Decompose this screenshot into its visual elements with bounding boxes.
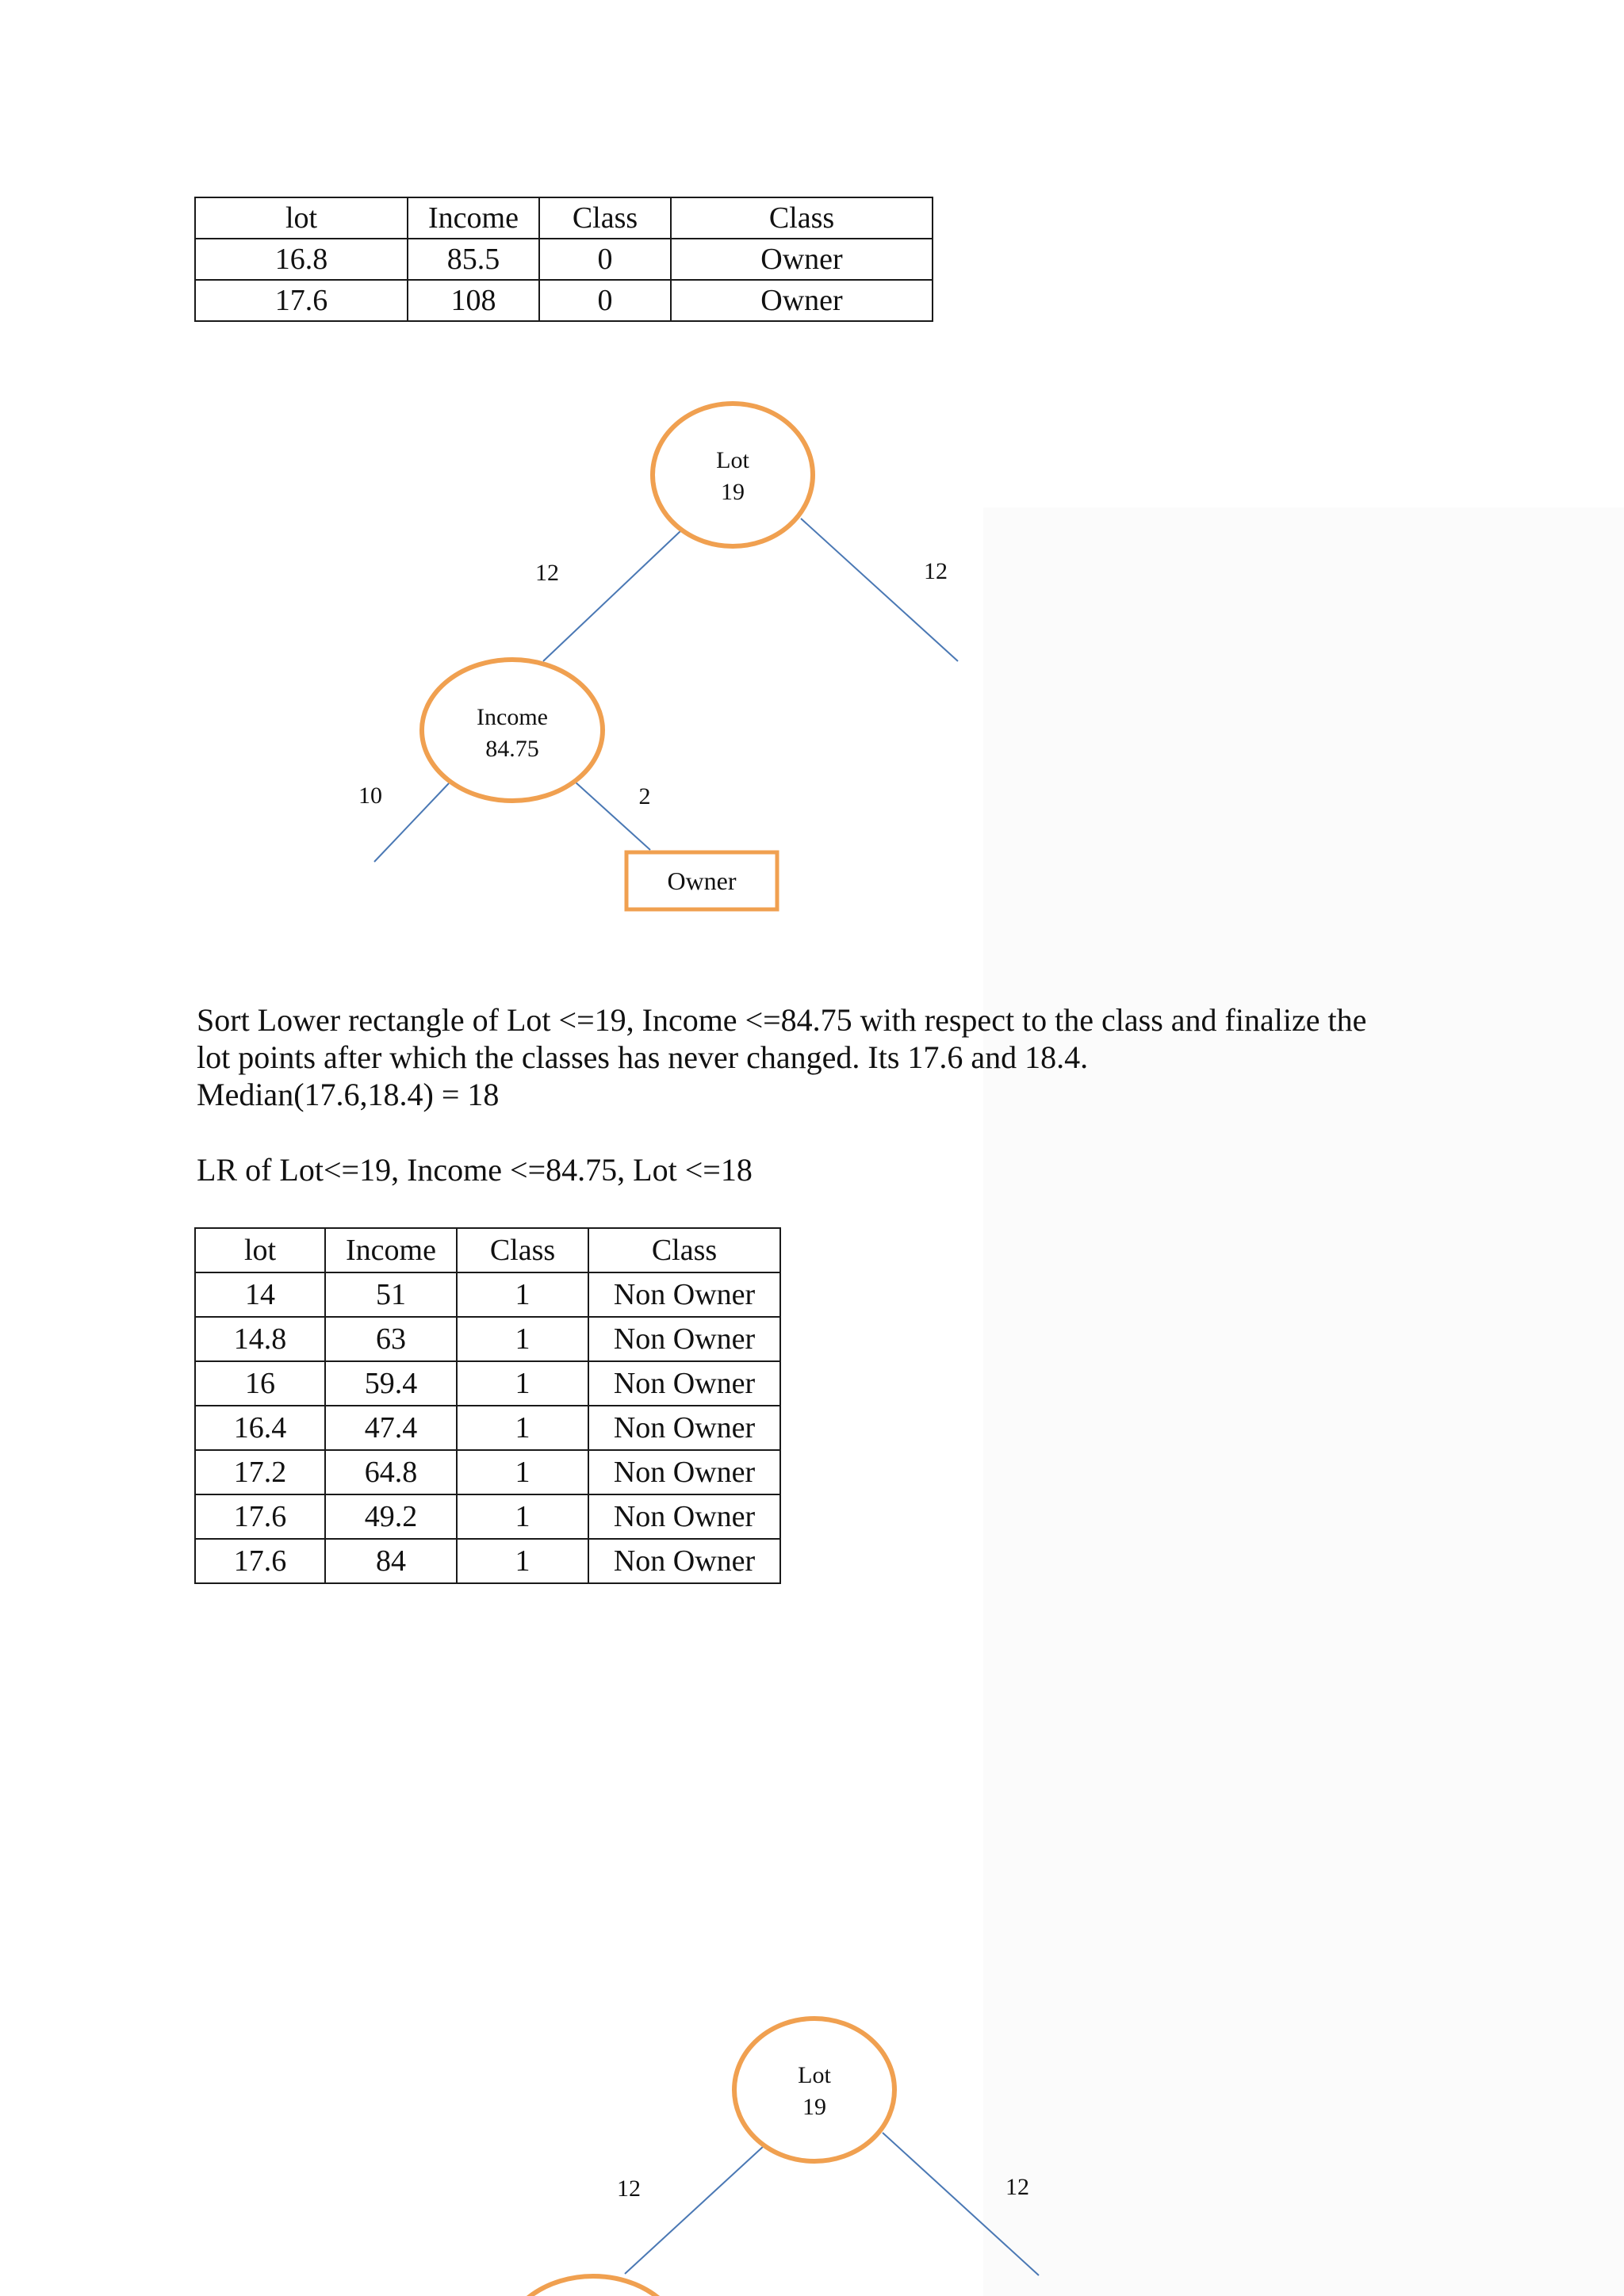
tree2-edge-root-right (883, 2133, 1039, 2275)
table-cell: 14.8 (195, 1317, 325, 1361)
table-cell: 1 (457, 1317, 588, 1361)
table-cell: 85.5 (408, 239, 539, 280)
table-cell: 63 (325, 1317, 457, 1361)
table-row (195, 1317, 780, 1361)
table-cell: 1 (457, 1494, 588, 1539)
table-cell: 1 (457, 1539, 588, 1583)
table-header-cell: Class (457, 1228, 588, 1272)
table-cell: 0 (539, 280, 671, 321)
table-header-row (195, 1228, 780, 1272)
table-cell: Non Owner (588, 1406, 780, 1450)
table-cell: 108 (408, 280, 539, 321)
edge-label-child-left: 10 (358, 783, 382, 809)
tree2-edge-label-right: 12 (1005, 2174, 1029, 2200)
explanation-paragraph (197, 1001, 1366, 1113)
tree-edge-child-left (374, 783, 449, 862)
table-header-cell: Income (408, 197, 539, 239)
tree2-edge-label-left: 12 (617, 2175, 641, 2202)
table-header-cell: lot (195, 197, 408, 239)
edge-label-right: 12 (924, 558, 948, 584)
tree-root-label: Lot (716, 447, 749, 473)
table-header-cell: Class (539, 197, 671, 239)
table-cell: Non Owner (588, 1494, 780, 1539)
paragraph-line: Median(17.6,18.4) = 18 (197, 1077, 500, 1112)
table-cell: 1 (457, 1272, 588, 1317)
table-cell: 84 (325, 1539, 457, 1583)
table-cell: 16.8 (195, 239, 408, 280)
table-cell: 1 (457, 1406, 588, 1450)
table-cell: 17.2 (195, 1450, 325, 1494)
tree-root-value: 19 (721, 479, 745, 505)
tree2-root-value: 19 (802, 2094, 826, 2120)
table-header-cell: lot (195, 1228, 325, 1272)
tree2-edge-root-left (625, 2145, 764, 2274)
edge-label-left: 12 (535, 560, 559, 586)
tree2-child-node-partial (503, 2276, 684, 2296)
table-cell: Non Owner (588, 1450, 780, 1494)
table-cell: 1 (457, 1361, 588, 1406)
table-cell: Non Owner (588, 1361, 780, 1406)
bottom-data-table (194, 1227, 781, 1584)
table-cell: 64.8 (325, 1450, 457, 1494)
table-cell: 1 (457, 1450, 588, 1494)
table-cell: 59.4 (325, 1361, 457, 1406)
edge-label-child-right: 2 (638, 783, 651, 809)
table-cell: 0 (539, 239, 671, 280)
lr-heading: LR of Lot<=19, Income <=84.75, Lot <=18 (197, 1152, 753, 1188)
tree2-root-label: Lot (798, 2062, 831, 2088)
tree-income-label: Income (477, 704, 548, 730)
paragraph-line: lot points after which the classes has never changed. Its 17.6 and 18.4. (197, 1039, 1089, 1075)
table-row (195, 1406, 780, 1450)
tree-edge-root-left (543, 531, 680, 661)
tree2-root-node (734, 2019, 894, 2161)
table-cell: 51 (325, 1272, 457, 1317)
table-cell: 17.6 (195, 1539, 325, 1583)
paragraph-line: Sort Lower rectangle of Lot <=19, Income <=84.75 with respect to the class and finalize the (197, 1002, 1367, 1038)
table-cell: 47.4 (325, 1406, 457, 1450)
table-cell: 17.6 (195, 1494, 325, 1539)
tree-leaf-owner-label: Owner (667, 867, 737, 895)
table-cell: Owner (671, 280, 933, 321)
table-header-cell: Class (588, 1228, 780, 1272)
table-row (195, 1272, 780, 1317)
table-row (195, 1494, 780, 1539)
table-cell: 16 (195, 1361, 325, 1406)
table-row (195, 1361, 780, 1406)
tree-edge-root-right (801, 519, 958, 661)
table-cell: Non Owner (588, 1272, 780, 1317)
table-header-cell: Class (671, 197, 933, 239)
table-cell: 14 (195, 1272, 325, 1317)
tree-income-value: 84.75 (485, 736, 539, 762)
table-row (195, 1450, 780, 1494)
table-cell: Owner (671, 239, 933, 280)
table-cell: Non Owner (588, 1317, 780, 1361)
tree-income-node (422, 660, 603, 801)
table-cell: 17.6 (195, 280, 408, 321)
table-cell: Non Owner (588, 1539, 780, 1583)
table-header-cell: Income (325, 1228, 457, 1272)
table-cell: 49.2 (325, 1494, 457, 1539)
tree-root-node (653, 404, 813, 546)
table-cell: 16.4 (195, 1406, 325, 1450)
table-row (195, 1539, 780, 1583)
